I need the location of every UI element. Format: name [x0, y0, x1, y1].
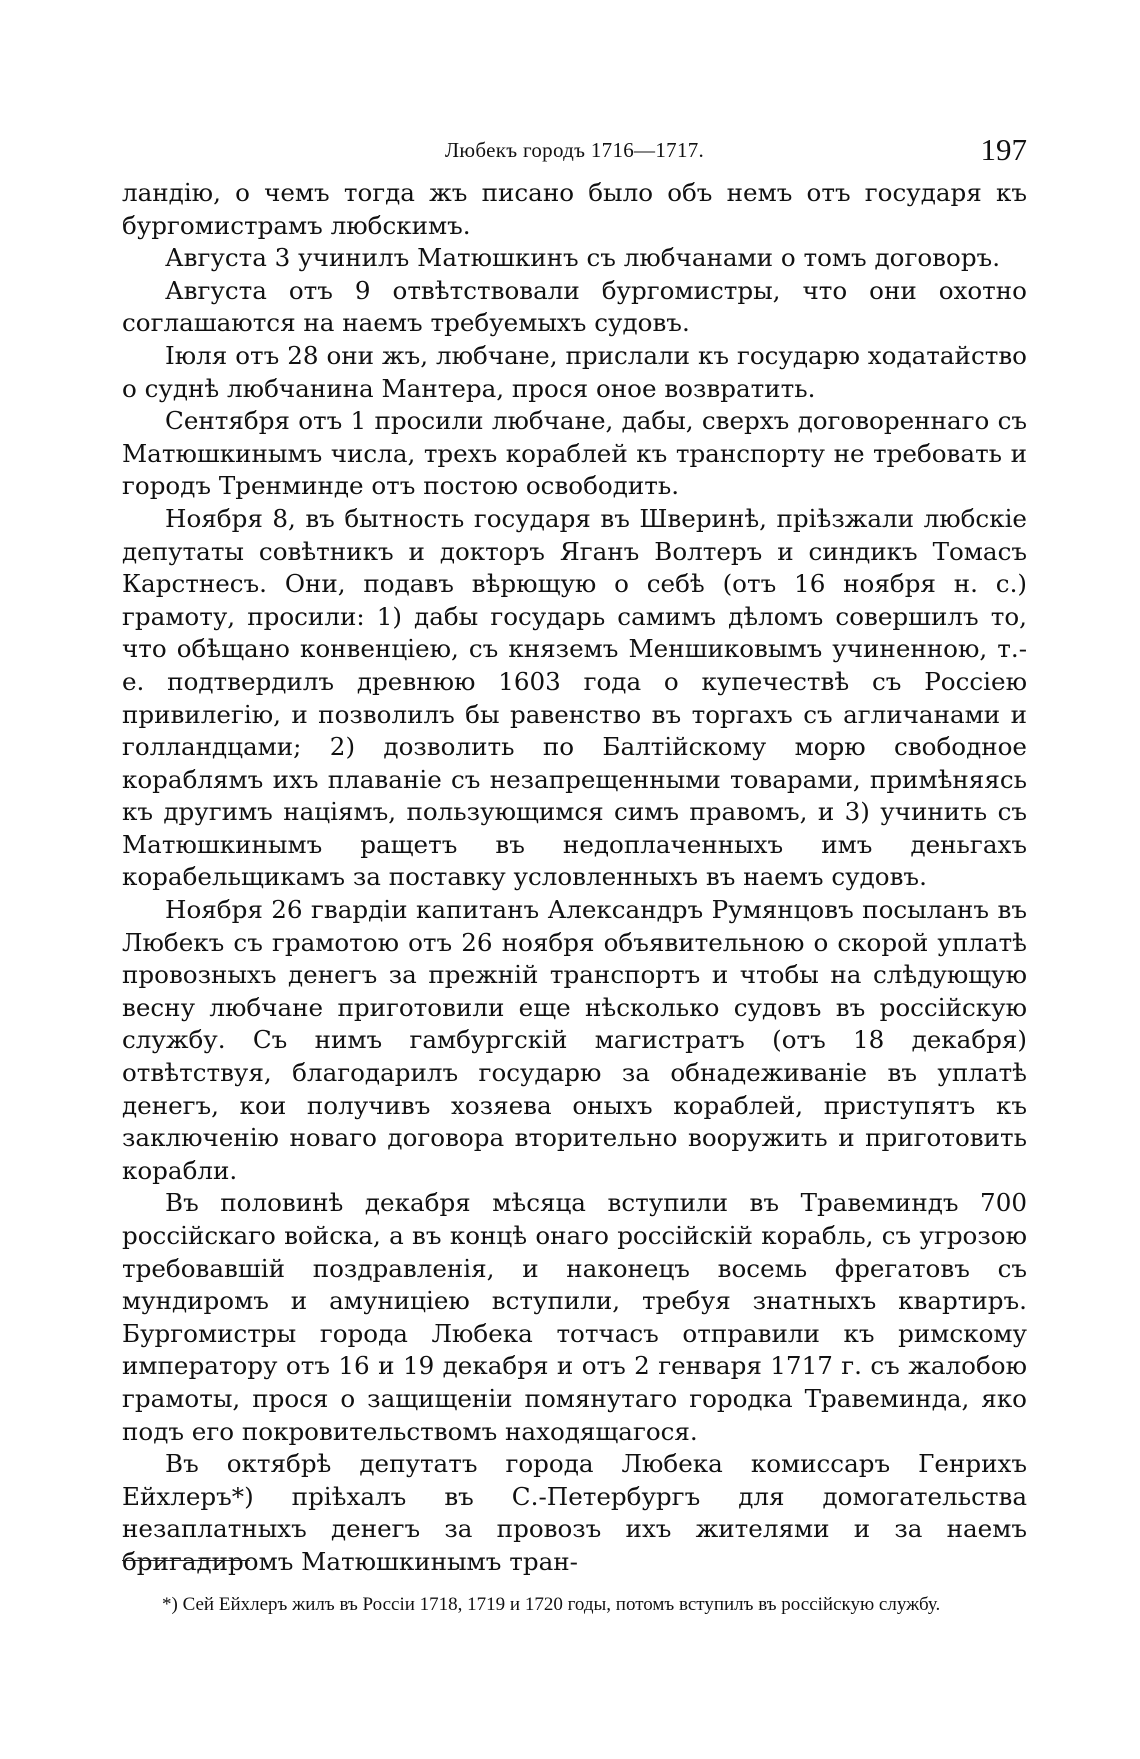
- paragraph: Августа 3 учинилъ Матюшкинъ съ любчанами о томъ договоръ.: [165, 243, 1001, 273]
- running-title: Любекъ городъ 1716—1717.: [444, 138, 705, 162]
- paragraph: Іюля отъ 28 они жъ, любчане, прислали къ государю ходатайство о суднѣ любчанина Мантера, прося оное возвратить.: [122, 340, 1027, 403]
- paragraph: Въ октябрѣ депутатъ города Любека комиссаръ Генрихъ Ейхлеръ*) пріѣхалъ въ С.-Петербургъ для домогательства незаплатныхъ денегъ за провозъ ихъ жителями и за наемъ бригадиромъ Матюшкинымъ тран-: [122, 1449, 1027, 1576]
- paragraph: ландію, о чемъ тогда жъ писано было объ немъ отъ государя къ бургомистрамъ любскимъ.: [122, 178, 1027, 240]
- paragraph: Ноября 8, въ бытность государя въ Шверинѣ, пріѣзжали любскіе депутаты совѣтникъ и докторъ Яганъ Волтеръ и синдикъ Томасъ Карстнесъ. Они, подавъ вѣрющую о себѣ (отъ 16 ноября н. с.) грамоту, просили: 1) дабы государь самимъ дѣломъ совершилъ то, что обѣщано конвенціею, съ княземъ Меншиковымъ учиненною, т.-е. подтвердилъ древнюю 1603 года о купечествѣ съ Россіею привилегію, и позволилъ бы равенство въ торгахъ съ агличанами и голландцами; 2) дозволить по Балтійскому морю свободное кораблямъ ихъ плаваніе съ незапрещенными товарами, примѣняясь къ другимъ націямъ, пользующимся симъ правомъ, и 3) учинить съ Матюшкинымъ ращетъ въ недоплаченныхъ имъ деньгахъ корабельщикамъ за поставку условленныхъ въ наемъ судовъ.: [122, 503, 1027, 892]
- paragraph: Августа отъ 9 отвѣтствовали бургомистры, что они охотно соглашаются на наемъ требуемыхъ судовъ.: [122, 275, 1027, 338]
- page-number: 197: [980, 132, 1027, 167]
- paragraph: Сентября отъ 1 просили любчане, дабы, сверхъ договореннаго съ Матюшкинымъ числа, трехъ кораблей къ транспорту не требовать и городъ Тренминде отъ постою освободить.: [122, 406, 1027, 501]
- footnote: *) Сей Ейхлеръ жилъ въ Россіи 1718, 1719 и 1720 годы, потомъ вступилъ въ россійскую службу.: [162, 1594, 941, 1615]
- paragraph: Въ половинѣ декабря мѣсяца вступили въ Травеминдъ 700 россійскаго войска, а въ концѣ онаго россійскій корабль, съ угрозою требовавшій поздравленія, и наконецъ восемь фрегатовъ съ мундиромъ и амуниціею вступили, требуя знатныхъ квартиръ. Бургомистры города Любека тотчасъ отправили къ римскому императору отъ 16 и 19 декабря и отъ 2 генваря 1717 г. съ жалобою грамоты, прося о защищеніи помянутаго городка Травеминда, яко подъ его покровительствомъ находящагося.: [122, 1188, 1027, 1446]
- page-header: [122, 134, 1027, 174]
- footnote-divider: [122, 1560, 250, 1561]
- paragraph: Ноября 26 гвардіи капитанъ Александръ Румянцовъ посыланъ въ Любекъ съ грамотою отъ 26 ноября объявительною о скорой уплатѣ провозныхъ денегъ за прежній транспортъ и чтобы на слѣдующую весну любчане приготовили еще нѣсколько судовъ въ россійскую службу. Съ нимъ гамбургскій магистратъ (отъ 18 декабря) отвѣтствуя, благодарилъ государю за обнадеживаніе въ уплатѣ денегъ, кои получивъ хозяева оныхъ кораблей, приступятъ къ заключенію новаго договора вторительно вооружить и приготовить корабли.: [122, 895, 1027, 1185]
- body-text: [122, 177, 1027, 1579]
